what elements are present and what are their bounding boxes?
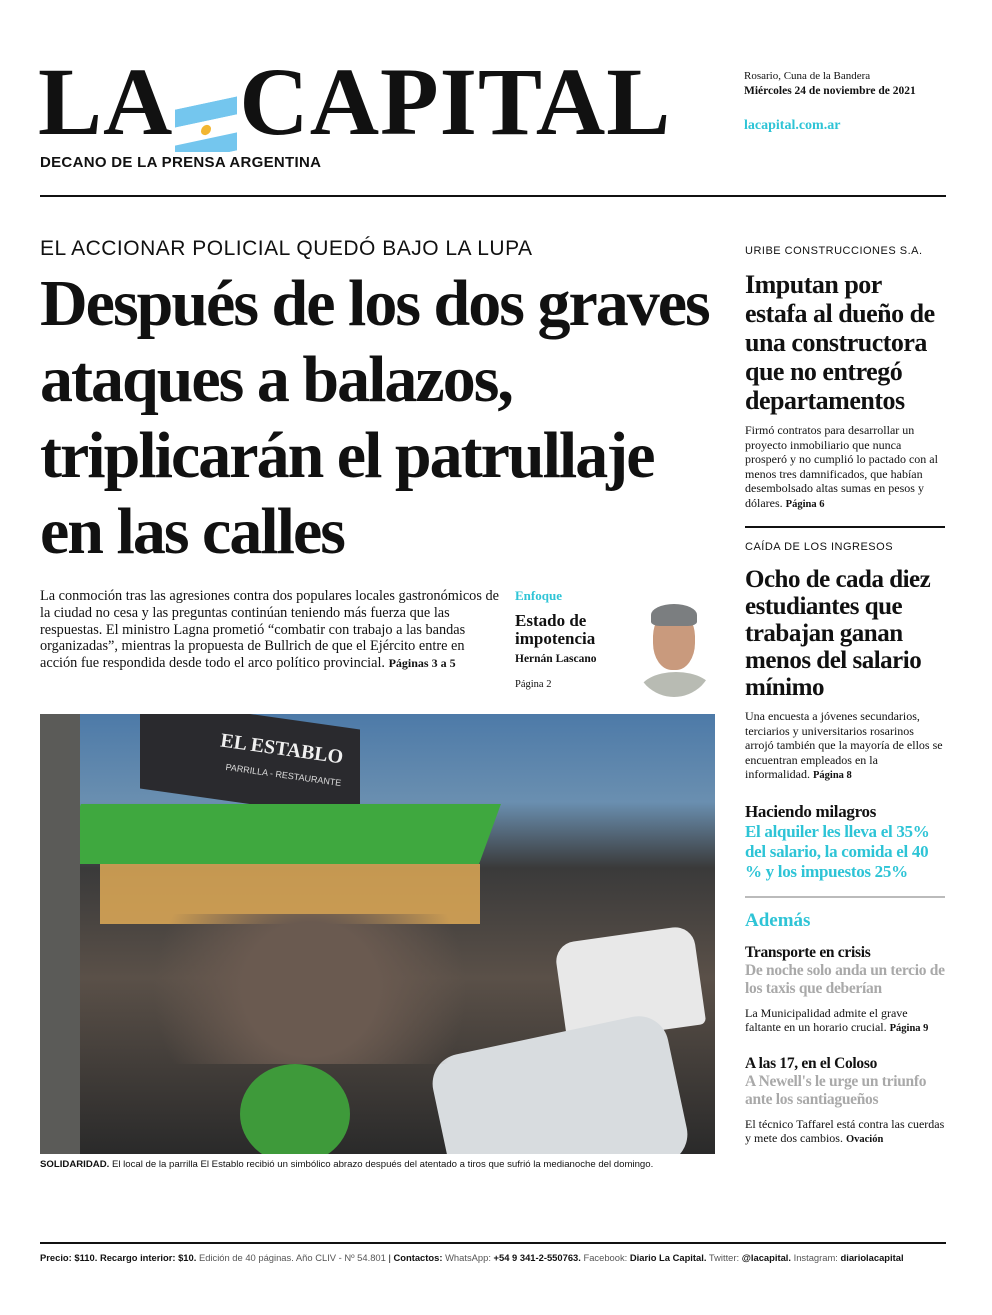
item-title: Transporte en crisis	[745, 943, 871, 961]
main-photo	[40, 714, 715, 1154]
enfoque-label: Enfoque	[515, 588, 562, 603]
story-subtitle: El alquiler les lleva el 35% del salario, la comida el 40 % y los impuestos 25%	[745, 821, 930, 881]
website-link[interactable]: lacapital.com.ar	[744, 118, 841, 133]
story-headline: Ocho de cada diez estudiantes que trabajan ganan menos del salario mínimo	[745, 566, 931, 701]
location: Rosario, Cuna de la Bandera	[744, 70, 871, 82]
story-body: Firmó contratos para desarrollar un proyecto inmobiliario que nunca prosperó y no cumplió lo pactado con al menos tres damnificados, que habían desembolsado altas sumas en pesos y dólares. Página 6	[745, 423, 938, 510]
main-story	[40, 236, 715, 1171]
item-body: La Municipalidad admite el grave faltante en un horario crucial. Página 9	[745, 1005, 929, 1034]
author-photo	[635, 602, 713, 697]
item-subtitle: De noche solo anda un tercio de los taxis que deberían	[745, 961, 945, 997]
divider	[40, 1242, 946, 1244]
item-subtitle: A Newell's le urge un triunfo ante los santiagueños	[745, 1072, 927, 1108]
photo-caption: SOLIDARIDAD. El local de la parrilla El Establo recibió un simbólico abrazo después del atentado a tiros que sufrió la medianoche del domingo.	[40, 1159, 654, 1170]
section-label: CAÍDA DE LOS INGRESOS	[745, 541, 894, 553]
lead-text: La conmoción tras las agresiones contra dos populares locales gastronómicos de la ciudad no cesa y las preguntas continúan teniendo más fuerza que las respuestas. El ministro Lagna prometió “combatir con trabajo a las bandas organizadas”, mientras la propuesta de Bullrich de que el Ejército entre en acción fue respondida desde todo el arco político provincial. Páginas 3 a 5	[40, 588, 499, 672]
photo-sign: EL ESTABLO	[219, 729, 345, 769]
divider	[745, 896, 945, 898]
divider	[745, 526, 945, 528]
date: Miércoles 24 de noviembre de 2021	[744, 85, 916, 97]
story-body: Una encuesta a jóvenes secundarios, terciarios y universitarios rosarinos arrojó también que la mayoría de ellos se encuentran empleados en la informalidad. Página 8	[745, 709, 943, 781]
enfoque-title: Estado de impotencia	[515, 611, 596, 648]
item-body: El técnico Taffarel está contra las cuerdas y mete dos cambios. Ovación	[745, 1116, 945, 1145]
ademas-item[interactable]	[745, 944, 945, 1037]
main-headline[interactable]: Después de los dos graves ataques a balazos, triplicarán el patrullaje en las calles	[40, 267, 709, 568]
enfoque-box[interactable]	[515, 588, 715, 700]
story-uribe[interactable]	[745, 244, 945, 512]
kicker: EL ACCIONAR POLICIAL QUEDÓ BAJO LA LUPA	[40, 237, 533, 260]
ademas-label: Además	[745, 909, 811, 931]
footer: Precio: $110. Recargo interior: $10. Edición de 40 páginas. Año CLIV - Nº 54.801 | Contactos: WhatsApp: +54 9 341-2-550763. Facebook: Diario La Capital. Twitter: @lacapital. Instagram: diariolacapital	[40, 1252, 904, 1263]
story-title: Haciendo milagros	[745, 801, 877, 821]
enfoque-page: Página 2	[515, 679, 552, 690]
right-column	[745, 244, 945, 1148]
story-milagros[interactable]	[745, 802, 945, 882]
logo: LA CAPITAL	[38, 52, 718, 152]
ademas-item[interactable]	[745, 1055, 945, 1148]
tagline: DECANO DE LA PRENSA ARGENTINA	[40, 154, 322, 171]
enfoque-author: Hernán Lascano	[515, 653, 597, 665]
section-label: URIBE CONSTRUCCIONES S.A.	[745, 245, 923, 257]
item-title: A las 17, en el Coloso	[745, 1054, 878, 1072]
divider	[40, 195, 946, 197]
photo-sign-sub: PARRILLA - RESTAURANTE	[224, 761, 342, 789]
story-headline: Imputan por estafa al dueño de una constructora que no entregó departamentos	[745, 270, 935, 415]
argentina-flag-icon	[175, 68, 237, 135]
ademas-section	[745, 910, 945, 1148]
story-estudiantes[interactable]	[745, 540, 945, 784]
